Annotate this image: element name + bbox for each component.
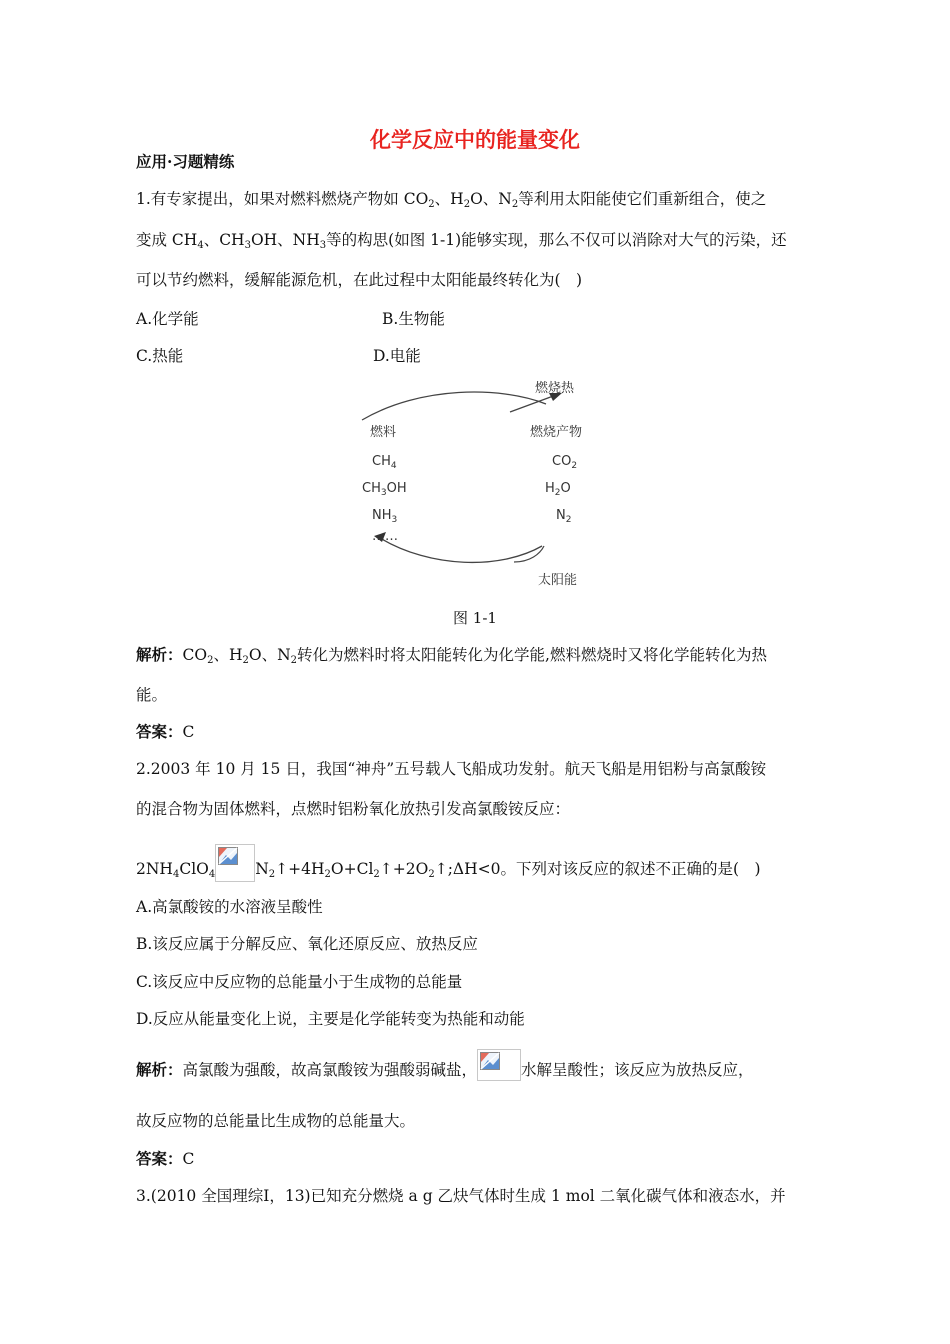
diagram-heat-label: 燃烧热 — [535, 381, 575, 396]
q2-answer: 答案：C — [136, 1149, 195, 1168]
q1-analysis-line2: 能。 — [136, 686, 168, 704]
broken-image-icon — [477, 1049, 521, 1081]
diagram-product-header: 燃烧产物 — [530, 425, 583, 440]
q1-stem-line1: 1.有专家提出，如果对燃料燃烧产物如 $CO_2$、$H_2O$、$N_2$等利用太阳能使它们重新组合，使之 — [136, 190, 767, 210]
solar-input-line — [514, 546, 544, 562]
q1-option-c: C.热能 — [136, 347, 184, 365]
q2-analysis-line2: 故反应物的总能量比生成物的总能量大。 — [136, 1112, 416, 1130]
q2-option-c: C.该反应中反应物的总能量小于生成物的总能量 — [136, 973, 463, 991]
q2-option-a: A.高氯酸铵的水溶液呈酸性 — [136, 898, 323, 916]
q1-stem-line2: 变成 $CH_4$、$CH_3OH$、$NH_3$等的构思(如图 1-1)能够实现，那么不仅可以消除对大气的污染，还 — [136, 231, 787, 251]
heat-arrow-line — [510, 395, 556, 412]
product-n2: $N_2$ — [556, 508, 572, 525]
section-heading: 应用·习题精练 — [136, 152, 235, 171]
fuel-ch3oh: $CH_3OH$ — [362, 481, 407, 498]
q1-option-d: D.电能 — [373, 347, 421, 365]
q2-stem-line1: 2.2003 年 10 月 15 日，我国“神舟”五号载人飞船成功发射。航天飞船是用铝粉与高氯酸铵 — [136, 760, 767, 778]
solar-return-arrow — [380, 538, 542, 562]
q2-option-b: B.该反应属于分解反应、氧化还原反应、放热反应 — [136, 935, 478, 953]
q2-option-d: D.反应从能量变化上说，主要是化学能转变为热能和动能 — [136, 1010, 525, 1028]
q1-option-b: B.生物能 — [382, 310, 445, 328]
figure-caption: 图 1-1 — [453, 609, 497, 627]
product-h2o: $H_2O$ — [545, 481, 571, 498]
q2-equation: $2NH_4ClO_4$ $N_2↑+4H_2O+Cl_2↑+2O_2↑;\Delta H<0$。下列对该反应的叙述不正确的是( ) — [136, 844, 761, 882]
q1-option-a: A.化学能 — [136, 310, 199, 328]
diagram-fuel-header: 燃料 — [370, 425, 397, 440]
energy-cycle-diagram — [330, 368, 630, 598]
page-title: 化学反应中的能量变化 — [370, 128, 580, 152]
fuel-ch4: $CH_4$ — [372, 454, 397, 471]
product-co2: $CO_2$ — [552, 454, 578, 471]
q2-stem-line2: 的混合物为固体燃料，点燃时铝粉氧化放热引发高氯酸铵反应： — [136, 800, 571, 818]
fuel-nh3: $NH_3$ — [372, 508, 398, 525]
q1-analysis-line1: 解析：$CO_2$、$H_2O$、$N_2$转化为燃料时将太阳能转化为化学能,燃料燃烧时又将化学能转化为热 — [136, 645, 767, 666]
fuel-ellipsis: …… — [372, 529, 398, 544]
broken-image-icon — [215, 844, 255, 882]
q2-analysis-line1: 解析：高氯酸为强酸，故高氯酸铵为强酸弱碱盐， 水解呈酸性；该反应为放热反应， — [136, 1049, 754, 1081]
combustion-arrow — [362, 392, 546, 420]
diagram-solar-label: 太阳能 — [538, 573, 578, 588]
q1-stem-line3: 可以节约燃料，缓解能源危机，在此过程中太阳能最终转化为( ) — [136, 271, 583, 289]
q1-answer: 答案：C — [136, 722, 195, 741]
q3-stem-line1: 3.(2010 全国理综Ⅰ，13)已知充分燃烧 a g 乙炔气体时生成 1 mol 二氧化碳气体和液态水，并 — [136, 1187, 786, 1205]
